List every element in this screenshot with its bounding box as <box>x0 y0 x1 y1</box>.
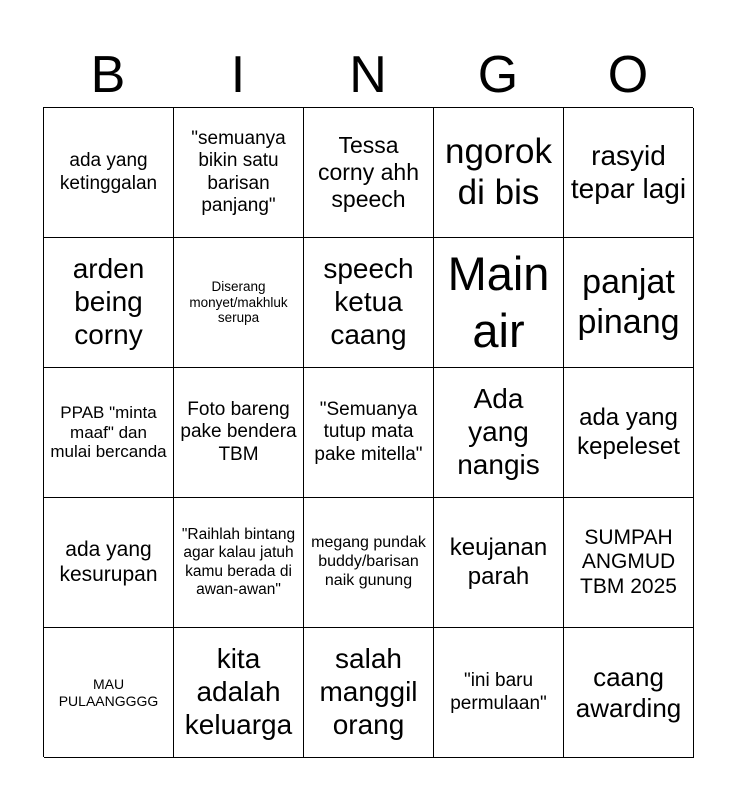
cell-text: caang awarding <box>575 662 682 723</box>
cell-text: salah manggil orang <box>319 643 418 740</box>
cell-text: arden being corny <box>72 253 145 350</box>
bingo-cell[interactable] <box>564 628 694 758</box>
cell-text: "semuanya bikin satu barisan panjang" <box>191 128 286 216</box>
cell-text: speech ketua caang <box>323 253 414 350</box>
header-letter-g: G <box>477 46 519 104</box>
cell-text: MAU PULAANGGGG <box>58 676 159 709</box>
cell-text: PPAB "minta maaf" dan mulai bercanda <box>50 402 167 462</box>
cell-text: megang pundak buddy/barisan naik gunung <box>311 534 426 589</box>
bingo-cell[interactable] <box>174 108 304 238</box>
cell-text: SUMPAH ANGMUD TBM 2025 <box>580 525 677 598</box>
bingo-cell[interactable] <box>44 498 174 628</box>
bingo-cell[interactable] <box>44 368 174 498</box>
bingo-cell[interactable] <box>434 108 564 238</box>
bingo-cell[interactable] <box>434 628 564 758</box>
bingo-cell[interactable] <box>564 498 694 628</box>
cell-text: kita adalah keluarga <box>184 643 293 740</box>
header-letter-i: I <box>230 46 246 104</box>
header-letter-n: N <box>349 46 387 104</box>
cell-text: "Raihlah bintang agar kalau jatuh kamu berada di awan-awan" <box>181 526 296 598</box>
bingo-cell[interactable] <box>304 628 434 758</box>
cell-text: keujanan parah <box>449 534 548 590</box>
cell-text: ada yang ketinggalan <box>59 150 158 194</box>
cell-text: Foto bareng pake bendera TBM <box>180 399 297 465</box>
bingo-header <box>43 40 693 108</box>
bingo-cell[interactable] <box>304 108 434 238</box>
bingo-board <box>43 107 693 757</box>
cell-text: Diserang monyet/makhluk serupa <box>189 278 288 326</box>
bingo-cell[interactable] <box>564 238 694 368</box>
header-letter-b: B <box>90 46 126 104</box>
cell-text: Main air <box>447 247 550 357</box>
cell-text: ngorok di bis <box>444 131 553 212</box>
bingo-cell[interactable] <box>564 108 694 238</box>
bingo-cell[interactable] <box>304 498 434 628</box>
bingo-cell[interactable] <box>564 368 694 498</box>
cell-text: Tessa corny ahh speech <box>317 132 419 212</box>
cell-text: panjat pinang <box>577 262 680 341</box>
bingo-cell[interactable] <box>174 628 304 758</box>
bingo-cell[interactable] <box>434 238 564 368</box>
bingo-cell[interactable] <box>304 238 434 368</box>
cell-text: Ada yang nangis <box>457 383 540 480</box>
bingo-cell[interactable] <box>174 368 304 498</box>
bingo-cell[interactable] <box>304 368 434 498</box>
bingo-cell[interactable] <box>174 238 304 368</box>
bingo-cell[interactable] <box>434 368 564 498</box>
cell-text: ada yang kepeleset <box>577 404 680 460</box>
bingo-cell[interactable] <box>44 238 174 368</box>
header-letter-o: O <box>607 46 649 104</box>
bingo-cell[interactable] <box>174 498 304 628</box>
bingo-cell[interactable] <box>434 498 564 628</box>
bingo-cell[interactable] <box>44 628 174 758</box>
cell-text: "ini baru permulaan" <box>450 670 547 714</box>
cell-text: ada yang kesurupan <box>59 537 158 586</box>
bingo-cell[interactable] <box>44 108 174 238</box>
cell-text: rasyid tepar lagi <box>570 139 687 204</box>
cell-text: "Semuanya tutup mata pake mitella" <box>314 399 423 465</box>
